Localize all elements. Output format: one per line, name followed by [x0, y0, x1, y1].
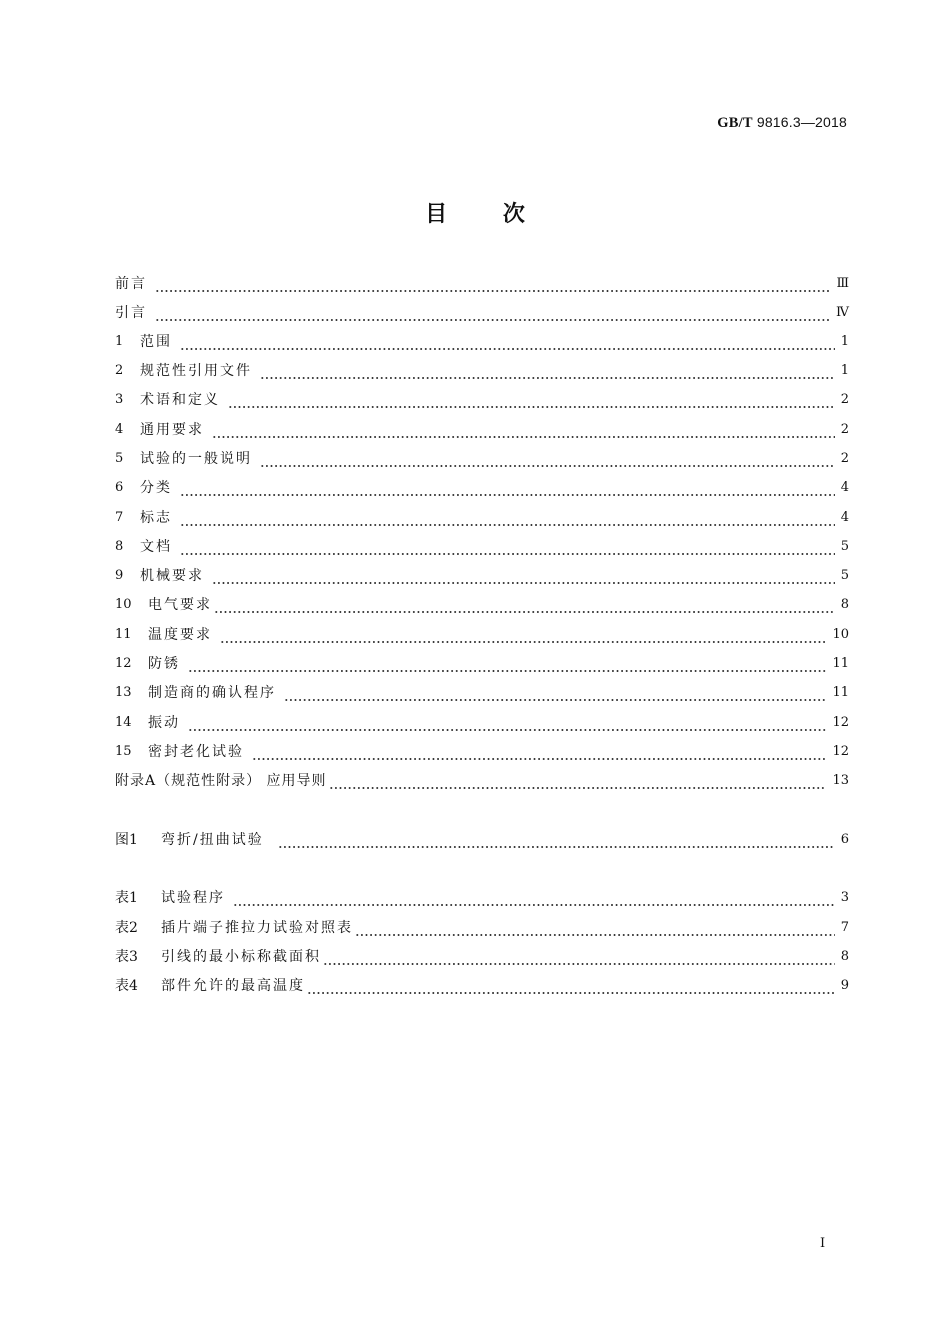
toc-entry-page: 4	[840, 510, 849, 525]
dot-leader	[260, 448, 835, 470]
page-title: 目 次	[425, 202, 525, 227]
toc-table-page: 9	[840, 978, 849, 993]
toc-entry-annex-a[interactable]	[115, 770, 849, 792]
dot-leader	[355, 917, 835, 939]
toc-entry-preface[interactable]	[115, 273, 849, 295]
toc-entry-page: 5	[840, 539, 849, 554]
dot-leader	[212, 565, 835, 587]
toc-entry-15[interactable]	[115, 741, 849, 763]
toc-entry-label: 防锈	[148, 656, 180, 672]
toc-entry-number: 4	[115, 422, 124, 437]
toc-entry-page: 10	[832, 627, 849, 642]
toc-entry-introduction[interactable]	[115, 302, 849, 324]
toc-entry-9[interactable]	[115, 565, 849, 587]
dot-leader	[188, 712, 826, 734]
toc-entry-number: 2	[115, 363, 124, 378]
toc-entry-label: 通用要求	[140, 422, 204, 438]
toc-entry-page: 5	[840, 568, 849, 583]
toc-table-label: 试验程序	[161, 890, 225, 906]
toc-entry-number: 9	[115, 568, 124, 583]
toc-entry-label: 规范性引用文件	[140, 363, 252, 379]
toc-entry-10[interactable]	[115, 594, 849, 616]
dot-leader	[180, 536, 835, 558]
toc-figure-1[interactable]	[115, 829, 849, 851]
toc-entry-label: 分类	[140, 480, 172, 496]
toc-entry-page: 11	[832, 656, 849, 671]
toc-entry-4[interactable]	[115, 419, 849, 441]
toc-table-3[interactable]	[115, 946, 849, 968]
dot-leader	[155, 302, 830, 324]
toc-entry-label: 密封老化试验	[148, 744, 244, 760]
dot-leader	[260, 360, 835, 382]
toc-entry-number: 8	[115, 539, 124, 554]
toc-table-label: 插片端子推拉力试验对照表	[161, 920, 353, 936]
toc-table-page: 3	[840, 890, 849, 905]
toc-entry-label: 引言	[115, 305, 147, 321]
toc-entry-number: 5	[115, 451, 124, 466]
toc-table-2[interactable]	[115, 917, 849, 939]
toc-entry-page: Ⅲ	[836, 276, 849, 291]
toc-figure-label: 弯折/扭曲试验	[161, 832, 264, 848]
toc-entry-label: 电气要求	[148, 597, 212, 613]
toc-table-label: 部件允许的最高温度	[161, 978, 305, 994]
toc-entry-number: 3	[115, 392, 124, 407]
toc-entry-page: 4	[840, 480, 849, 495]
toc-entry-label: 试验的一般说明	[140, 451, 252, 467]
toc-entry-page: 11	[832, 685, 849, 700]
toc-entry-number: 15	[115, 744, 132, 759]
dot-leader	[220, 624, 826, 646]
toc-entry-page: Ⅳ	[836, 305, 849, 320]
toc-entry-page: 12	[832, 744, 849, 759]
toc-entry-2[interactable]	[115, 360, 849, 382]
toc-entry-label: 术语和定义	[140, 392, 220, 408]
toc-table-4[interactable]	[115, 975, 849, 997]
toc-entry-page: 12	[832, 715, 849, 730]
toc-entry-page: 2	[840, 451, 849, 466]
toc-entry-label: 标志	[140, 510, 172, 526]
dot-leader	[284, 682, 826, 704]
toc-entry-13[interactable]	[115, 682, 849, 704]
toc-entry-page: 8	[840, 597, 849, 612]
page-number: I	[820, 1236, 826, 1251]
toc-entry-page: 1	[840, 363, 849, 378]
dot-leader	[329, 770, 827, 792]
toc-entry-3[interactable]	[115, 389, 849, 411]
toc-entry-7[interactable]	[115, 507, 849, 529]
standard-prefix: GB/T	[717, 115, 753, 131]
dot-leader	[180, 477, 835, 499]
toc-entry-label: 范围	[140, 334, 172, 350]
toc-entry-label: 振动	[148, 715, 180, 731]
toc-entry-label: 制造商的确认程序	[148, 685, 276, 701]
toc-entry-14[interactable]	[115, 712, 849, 734]
dot-leader	[180, 507, 835, 529]
toc-entry-12[interactable]	[115, 653, 849, 675]
toc-entry-number: 6	[115, 480, 124, 495]
standard-code	[717, 114, 847, 132]
toc-table-number: 表2	[115, 920, 138, 936]
toc-entry-label: 前言	[115, 276, 147, 292]
dot-leader	[214, 594, 835, 616]
toc-entry-number: 14	[115, 715, 132, 730]
toc-entry-number: 12	[115, 656, 132, 671]
standard-number: 9816.3—2018	[756, 114, 847, 130]
toc-entry-number: 7	[115, 510, 124, 525]
toc-entry-page: 1	[840, 334, 849, 349]
toc-entry-label: 附录A（规范性附录） 应用导则	[115, 773, 327, 789]
dot-leader	[212, 419, 835, 441]
toc-table-number: 表3	[115, 949, 138, 965]
dot-leader	[180, 331, 835, 353]
toc-entry-label: 温度要求	[148, 627, 212, 643]
toc-entry-label: 文档	[140, 539, 172, 555]
toc-entry-page: 2	[840, 392, 849, 407]
toc-entry-label: 机械要求	[140, 568, 204, 584]
dot-leader	[233, 887, 835, 909]
toc-entry-8[interactable]	[115, 536, 849, 558]
toc-table-1[interactable]	[115, 887, 849, 909]
toc-entry-number: 10	[115, 597, 132, 612]
dot-leader	[188, 653, 826, 675]
toc-entry-11[interactable]	[115, 624, 849, 646]
toc-table-page: 7	[840, 920, 849, 935]
toc-table-page: 8	[840, 949, 849, 964]
dot-leader	[252, 741, 826, 763]
toc-entry-page: 13	[832, 773, 849, 788]
toc-entry-page: 2	[840, 422, 849, 437]
dot-leader	[307, 975, 835, 997]
toc-entry-1[interactable]	[115, 331, 849, 353]
toc-table-number: 表1	[115, 890, 138, 906]
toc-entry-number: 11	[115, 627, 132, 642]
toc-entry-number: 13	[115, 685, 132, 700]
toc-entry-6[interactable]	[115, 477, 849, 499]
toc-figure-page: 6	[840, 832, 849, 847]
toc-figure-number: 图1	[115, 832, 138, 848]
dot-leader	[155, 273, 830, 295]
dot-leader	[228, 389, 835, 411]
toc-entry-number: 1	[115, 334, 124, 349]
dot-leader	[323, 946, 835, 968]
toc-table-label: 引线的最小标称截面积	[161, 949, 321, 965]
toc-entry-5[interactable]	[115, 448, 849, 470]
toc-table-number: 表4	[115, 978, 138, 994]
dot-leader	[278, 829, 835, 851]
